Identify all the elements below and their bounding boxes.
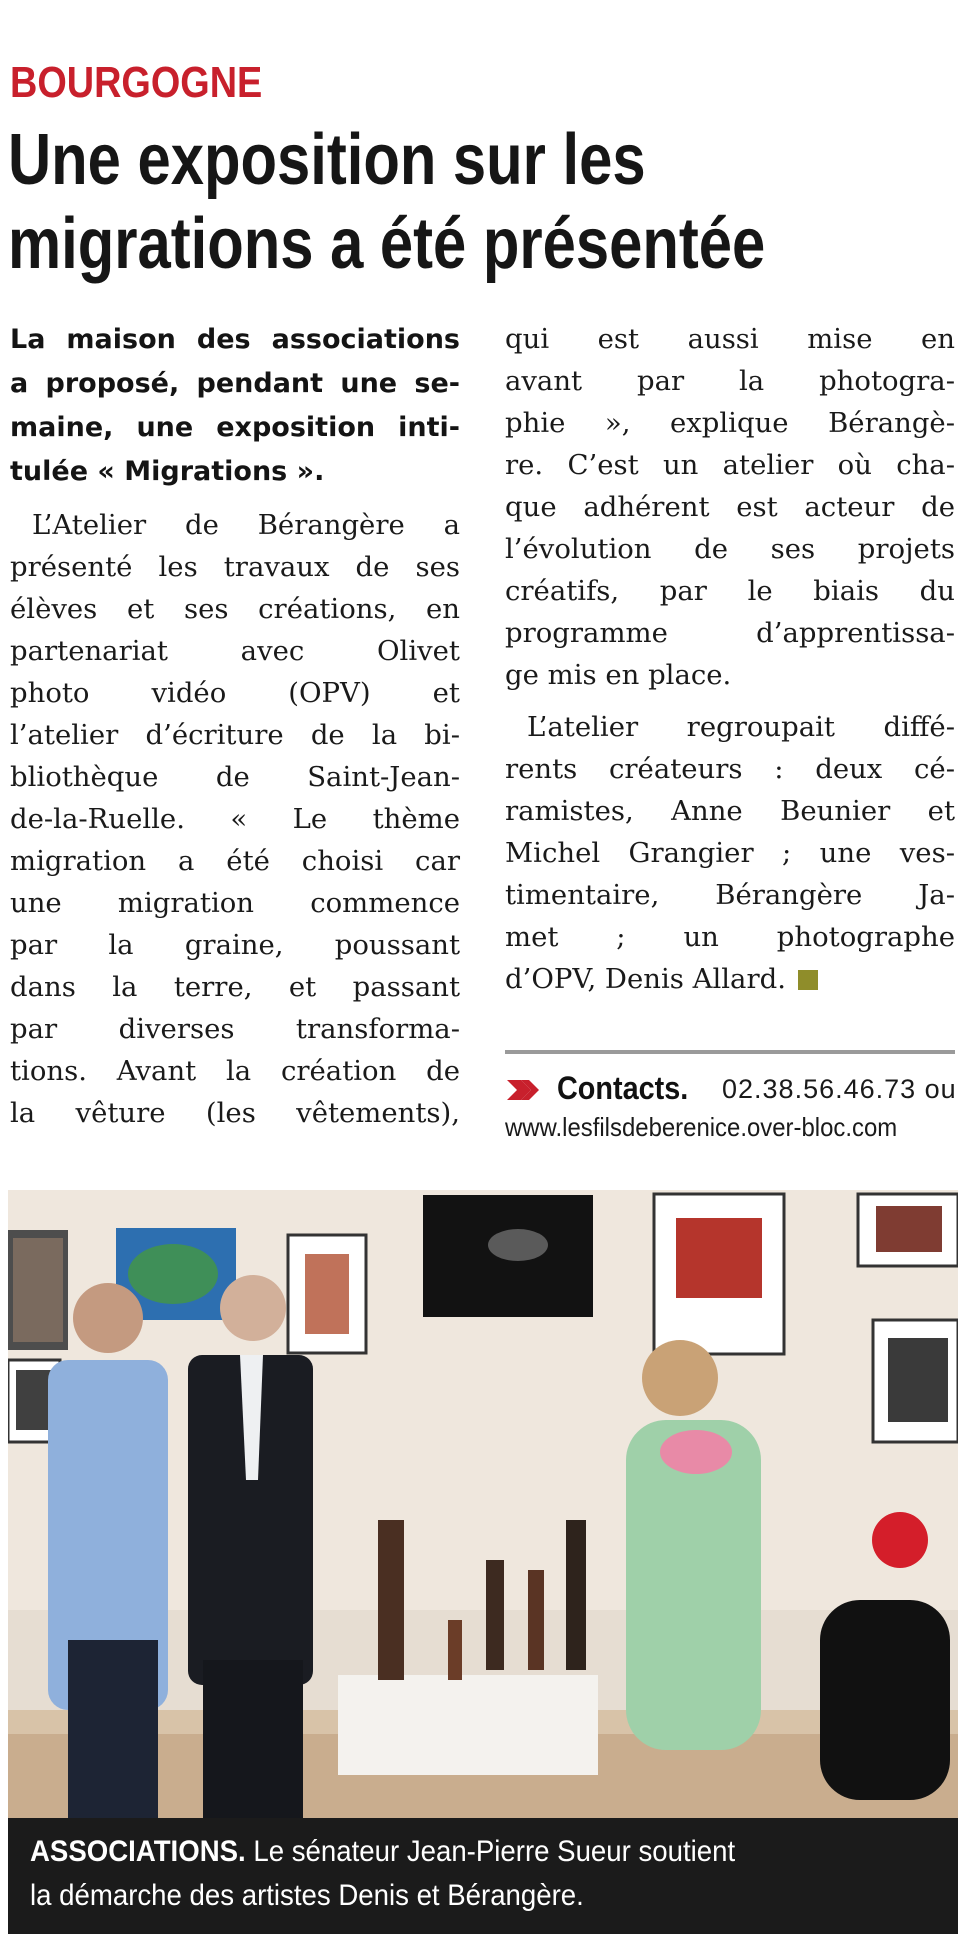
- body-line: met ; un photographe: [505, 921, 955, 953]
- body-line: phie », explique Bérangè-: [505, 407, 955, 439]
- body-line: créatifs, par le biais du: [505, 575, 955, 607]
- body-line: que adhérent est acteur de: [505, 491, 955, 523]
- contact-label: Contacts.: [557, 1070, 689, 1106]
- body-line: par diverses transforma-: [10, 1013, 460, 1045]
- contact-website[interactable]: www.lesfilsdeberenice.over-bloc.com: [505, 1112, 898, 1142]
- body-line: présenté les travaux de ses: [10, 551, 460, 583]
- lead-line: tulée « Migrations ».: [10, 456, 325, 487]
- body-line: bliothèque de Saint-Jean-: [10, 761, 460, 793]
- contact-divider: [505, 1050, 955, 1054]
- body-line: élèves et ses créations, en: [10, 593, 460, 625]
- body-line: ramistes, Anne Beunier et: [505, 795, 955, 827]
- headline-line: Une exposition sur les: [8, 120, 646, 200]
- lead-line: La maison des associations: [10, 324, 460, 355]
- body-line: l’atelier d’écriture de la bi-: [10, 719, 460, 751]
- body-line: migration a été choisi car: [10, 845, 460, 877]
- photo-caption: [8, 1818, 958, 1934]
- caption-line-1: Le sénateur Jean-Pierre Sueur soutient: [253, 1835, 736, 1868]
- contact-phone: 02.38.56.46.73 ou: [722, 1074, 957, 1104]
- headline: [8, 118, 838, 286]
- article-photo: [8, 1190, 958, 1934]
- article-column-2: [505, 318, 955, 1000]
- body-line: par la graine, poussant: [10, 929, 460, 961]
- lead-paragraph: [10, 318, 460, 494]
- caption-label: ASSOCIATIONS.: [30, 1835, 246, 1868]
- body-line: avant par la photogra-: [505, 365, 955, 397]
- headline-line: migrations a été présentée: [8, 204, 766, 284]
- caption-text: [30, 1830, 876, 1918]
- contact-block: [505, 1070, 965, 1110]
- body-line: timentaire, Bérangère Ja-: [505, 879, 955, 911]
- chevron-right-icon: [507, 1074, 543, 1106]
- section-kicker: BOURGOGNE: [10, 58, 263, 107]
- body-line: L’atelier regroupait diffé-: [527, 711, 955, 743]
- article-column-1: [10, 318, 460, 1134]
- body-paragraph: [10, 504, 460, 1134]
- lead-line: a proposé, pendant une se-: [10, 368, 460, 399]
- lead-line: maine, une exposition inti-: [10, 412, 460, 443]
- body-line: rents créateurs : deux cé-: [505, 753, 955, 785]
- body-line: Michel Grangier ; une ves-: [505, 837, 955, 869]
- body-line: L’Atelier de Bérangère a: [32, 509, 460, 541]
- caption-line-2: la démarche des artistes Denis et Bérangère.: [30, 1879, 584, 1912]
- body-line: dans la terre, et passant: [10, 971, 460, 1003]
- end-square-icon: [798, 970, 818, 990]
- body-line: partenariat avec Olivet: [10, 635, 460, 667]
- body-paragraph: [505, 318, 955, 696]
- body-line: la vêture (les vêtements),: [10, 1097, 460, 1129]
- body-paragraph: [505, 706, 955, 1000]
- body-line: re. C’est un atelier où cha-: [505, 449, 955, 481]
- body-line-final: [505, 958, 955, 1000]
- caption-line: [30, 1830, 876, 1874]
- body-line: ge mis en place.: [505, 659, 732, 691]
- body-line: tions. Avant la création de: [10, 1055, 460, 1087]
- body-line: de-la-Ruelle. « Le thème: [10, 803, 460, 835]
- body-line: l’évolution de ses projets: [505, 533, 955, 565]
- body-line-text: d’OPV, Denis Allard.: [505, 963, 786, 995]
- body-line: programme d’apprentissa-: [505, 617, 955, 649]
- body-line: qui est aussi mise en: [505, 323, 955, 355]
- body-line: une migration commence: [10, 887, 460, 919]
- body-line: photo vidéo (OPV) et: [10, 677, 460, 709]
